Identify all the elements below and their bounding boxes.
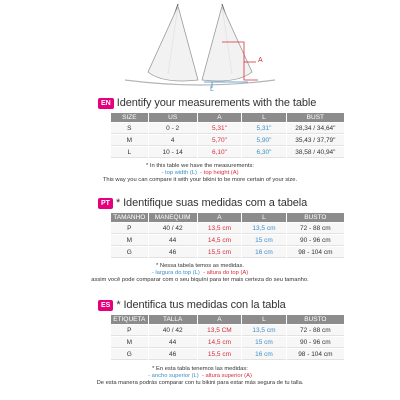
legend-width: - largura do top (L) bbox=[151, 270, 200, 276]
cell-label: M bbox=[111, 337, 148, 348]
cell-model: 44 bbox=[149, 235, 197, 246]
note-line-2: This way you can compare it with your bikini to be more certain of your size. bbox=[102, 177, 298, 183]
notes-es bbox=[0, 366, 400, 387]
cell-l: 15 cm bbox=[242, 235, 286, 246]
cell-a: 5,70" bbox=[198, 135, 242, 146]
header-model: MANEQUIM bbox=[149, 213, 197, 222]
cell-l: 5,90" bbox=[242, 135, 286, 146]
legend-line bbox=[0, 170, 400, 177]
table-row bbox=[111, 247, 344, 258]
header-l: L bbox=[242, 213, 286, 222]
size-table-es bbox=[110, 314, 345, 361]
section-spanish bbox=[0, 298, 400, 398]
cell-l: 6,30" bbox=[242, 147, 286, 158]
cell-bust: 90 - 96 cm bbox=[287, 235, 344, 246]
language-badge-en: EN bbox=[98, 98, 114, 109]
cell-a: 15,5 cm bbox=[198, 247, 242, 258]
header-a: A bbox=[198, 213, 242, 222]
legend-height: - top height (A) bbox=[200, 170, 239, 176]
header-l: L bbox=[242, 113, 286, 122]
header-us: US bbox=[149, 113, 197, 122]
note-line: * Nessa tabela temos as medidas. bbox=[156, 263, 244, 269]
cell-bust: 28,34 / 34,64" bbox=[287, 123, 344, 134]
cell-bust: 35,43 / 37,79" bbox=[287, 135, 344, 146]
cell-a: 13,5 CM bbox=[198, 325, 242, 336]
note-line-2: De esta manera podrás comparar con tu bikini para estar más segura de tu talla. bbox=[96, 380, 304, 386]
cell-size: S bbox=[111, 123, 148, 134]
cell-bust: 38,58 / 40,94" bbox=[287, 147, 344, 158]
section-english bbox=[0, 96, 400, 188]
cell-a: 15,5 cm bbox=[198, 349, 242, 360]
note-line: * In this table we have the measurements: bbox=[146, 163, 254, 169]
cell-size: 44 bbox=[149, 337, 197, 348]
legend-height: - altura do top (A) bbox=[203, 270, 249, 276]
size-table-pt bbox=[110, 212, 345, 259]
cell-bust: 72 - 88 cm bbox=[287, 223, 344, 234]
table-row bbox=[111, 235, 344, 246]
notes-pt bbox=[0, 263, 400, 284]
table-row bbox=[111, 349, 344, 360]
cell-size: L bbox=[111, 147, 148, 158]
cell-l: 16 cm bbox=[242, 247, 286, 258]
cell-l: 13,5 cm bbox=[242, 223, 286, 234]
cell-bust: 98 - 104 cm bbox=[287, 247, 344, 258]
cell-l: 5,31" bbox=[242, 123, 286, 134]
cell-a: 6,10" bbox=[198, 147, 242, 158]
cell-us: 10 - 14 bbox=[149, 147, 197, 158]
language-badge-es: ES bbox=[98, 300, 113, 311]
cell-a: 14,5 cm bbox=[198, 235, 242, 246]
table-row bbox=[111, 337, 344, 348]
cell-size: 46 bbox=[149, 349, 197, 360]
table-row bbox=[111, 123, 344, 134]
header-bust: BUSTO bbox=[287, 213, 344, 222]
header-label: ETIQUETA bbox=[111, 315, 148, 324]
note-line-2: assim você pode comparar com o seu biquíni para ter mais certeza do seu tamanho. bbox=[91, 277, 309, 283]
section-portuguese bbox=[0, 196, 400, 290]
cell-label: P bbox=[111, 325, 148, 336]
cell-l: 16 cm bbox=[242, 349, 286, 360]
table-row bbox=[111, 325, 344, 336]
cell-label: G bbox=[111, 349, 148, 360]
legend-height: - altura superior (A) bbox=[201, 373, 252, 379]
cell-model: 40 / 42 bbox=[149, 223, 197, 234]
table-header-row bbox=[111, 213, 344, 222]
legend-width: - top width (L) bbox=[161, 170, 197, 176]
cell-l: 13,5 cm bbox=[242, 325, 286, 336]
cell-bust: 72 - 88 cm bbox=[287, 325, 344, 336]
header-a: A bbox=[198, 113, 242, 122]
header-a: A bbox=[198, 315, 242, 324]
table-header-row bbox=[111, 113, 344, 122]
language-badge-pt: PT bbox=[98, 198, 113, 209]
cell-bust: 90 - 96 cm bbox=[287, 337, 344, 348]
table-row bbox=[111, 147, 344, 158]
cell-a: 5,31" bbox=[198, 123, 242, 134]
cell-size: M bbox=[111, 135, 148, 146]
cell-a: 14,5 cm bbox=[198, 337, 242, 348]
legend-line bbox=[0, 373, 400, 380]
bikini-top-diagram bbox=[0, 0, 400, 94]
header-size: TALLA bbox=[149, 315, 197, 324]
cell-us: 0 - 2 bbox=[149, 123, 197, 134]
cell-model: 46 bbox=[149, 247, 197, 258]
header-l: L bbox=[242, 315, 286, 324]
legend-line bbox=[0, 270, 400, 277]
header-bust: BUST bbox=[287, 113, 344, 122]
header-bust: BUSTO bbox=[287, 315, 344, 324]
legend-width: - ancho superior (L) bbox=[148, 373, 199, 379]
cell-size: 40 / 42 bbox=[149, 325, 197, 336]
cell-size: P bbox=[111, 223, 148, 234]
cell-a: 13,5 cm bbox=[198, 223, 242, 234]
cell-size: M bbox=[111, 235, 148, 246]
cell-l: 15 cm bbox=[242, 337, 286, 348]
notes-en bbox=[0, 163, 400, 184]
header-size: SIZE bbox=[111, 113, 148, 122]
diagram-label-l: L bbox=[210, 86, 214, 93]
cell-size: G bbox=[111, 247, 148, 258]
table-row bbox=[111, 135, 344, 146]
section-title: * Identifica tus medidas con la tabla bbox=[116, 299, 286, 311]
header-size: TAMANHO bbox=[111, 213, 148, 222]
diagram-label-a: A bbox=[258, 57, 263, 64]
table-row bbox=[111, 223, 344, 234]
section-title: Identify your measurements with the table bbox=[116, 97, 317, 109]
cell-bust: 98 - 104 cm bbox=[287, 349, 344, 360]
size-table-en bbox=[110, 112, 345, 159]
cell-us: 4 bbox=[149, 135, 197, 146]
section-title: * Identifique suas medidas com a tabela bbox=[115, 197, 308, 209]
note-line: * En esta tabla tenemos las medidas: bbox=[152, 366, 248, 372]
table-header-row bbox=[111, 315, 344, 324]
